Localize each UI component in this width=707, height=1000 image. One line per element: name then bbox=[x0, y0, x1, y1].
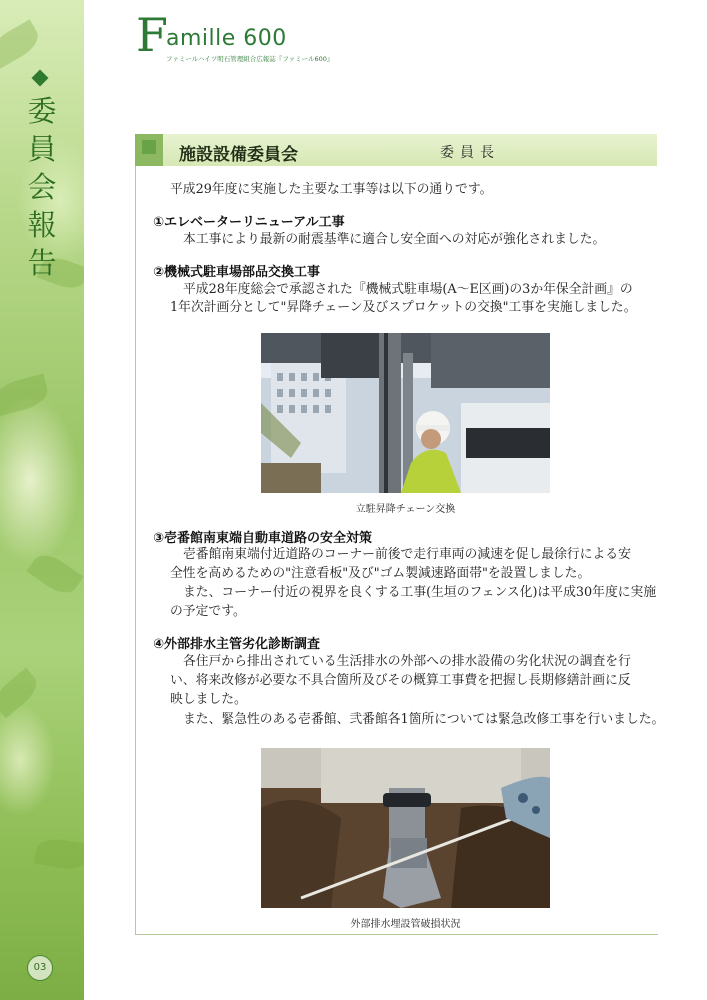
drain-pipe-photo bbox=[261, 748, 550, 908]
magazine-logo bbox=[136, 10, 396, 70]
parking-chain-photo bbox=[261, 333, 550, 493]
item-text: の予定です。 bbox=[170, 604, 246, 619]
section-title-bar bbox=[135, 134, 657, 166]
section-title: 施設設備委員会 bbox=[179, 145, 298, 165]
logo-text: amille 600 bbox=[166, 26, 287, 51]
item-text: 全性を高めるための"注意看板"及び"ゴム製減速路面帯"を設置しました。 bbox=[170, 566, 591, 581]
item-text: 映しました。 bbox=[170, 692, 247, 707]
photo-caption: 外部排水埋設管破損状況 bbox=[350, 919, 461, 930]
photo-caption: 立駐昇降チェーン交換 bbox=[355, 504, 456, 515]
diamond-bullet-icon bbox=[32, 70, 49, 87]
title-mark-inner-icon bbox=[142, 140, 156, 154]
section-role: 委員長 bbox=[440, 145, 500, 161]
logo-initial: F bbox=[136, 8, 168, 62]
logo-subtitle: ファミールハイツ明石管理組合広報誌『ファミール600』 bbox=[166, 55, 334, 63]
item-text: 壱番館南東端付近道路のコーナー前後で走行車両の減速を促し最徐行による安 bbox=[183, 547, 631, 562]
item-heading: ④外部排水主管劣化診断調査 bbox=[153, 637, 321, 652]
item-text: い、将来改修が必要な不具合箇所及びその概算工事費を把握し長期修繕計画に反 bbox=[170, 673, 631, 688]
item-text: 本工事により最新の耐震基準に適合し安全面への対応が強化されました。 bbox=[183, 232, 606, 247]
decorative-sidebar bbox=[0, 0, 84, 1000]
item-heading: ①エレベーターリニューアル工事 bbox=[153, 215, 345, 230]
item-text: また、コーナー付近の視界を良くする工事(生垣のフェンス化)は平成30年度に実施 bbox=[183, 585, 657, 600]
item-text: 平成28年度総会で承認された『機械式駐車場(A～E区画)の3か年保全計画』の bbox=[183, 282, 633, 297]
item-heading: ②機械式駐車場部品交換工事 bbox=[153, 265, 321, 280]
sidebar-title: 委員会報告 bbox=[27, 94, 57, 280]
item-text: 1年次計画分として"昇降チェーン及びスプロケットの交換"工事を実施しました。 bbox=[170, 300, 637, 315]
item-text: また、緊急性のある壱番館、弐番館各1箇所については緊急改修工事を行いました。 bbox=[183, 712, 665, 727]
item-heading: ③壱番館南東端自動車道路の安全対策 bbox=[153, 531, 373, 546]
item-text: 各住戸から排出されている生活排水の外部への排水設備の劣化状況の調査を行 bbox=[183, 654, 631, 669]
intro-text: 平成29年度に実施した主要な工事等は以下の通りです。 bbox=[170, 182, 493, 197]
page-number: 03 bbox=[27, 955, 53, 981]
